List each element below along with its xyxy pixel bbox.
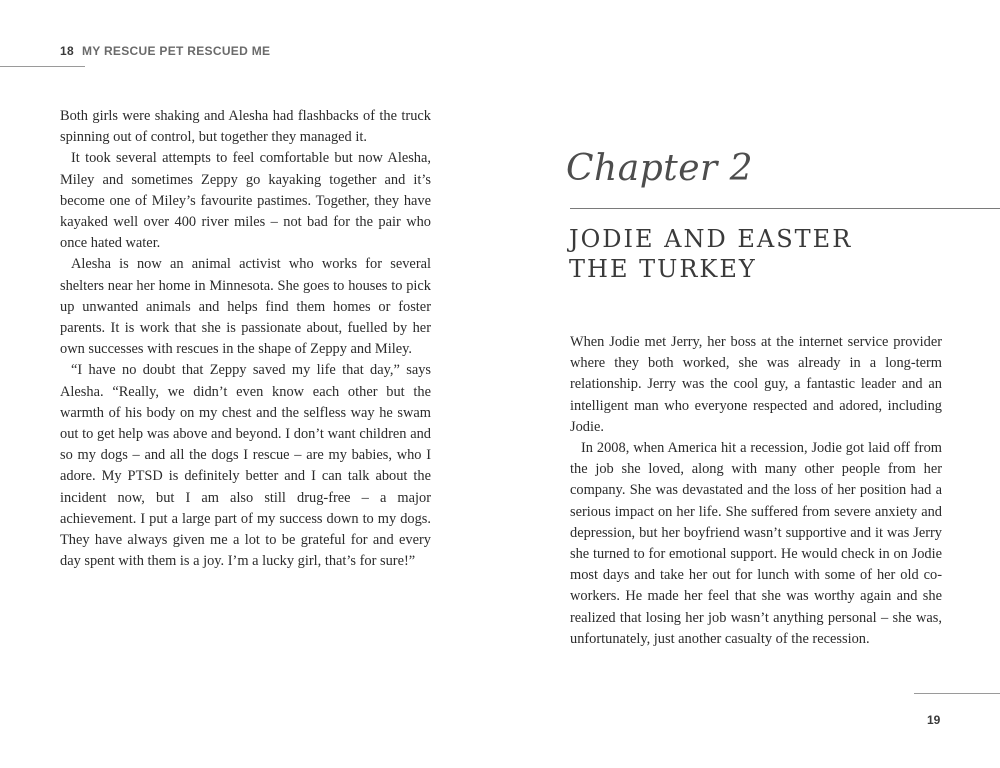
left-page-body — [60, 106, 431, 572]
right-page-body — [570, 332, 942, 650]
chapter-label: Chapter 2 — [566, 148, 754, 189]
paragraph: Both girls were shaking and Alesha had flashbacks of the truck spinning out of control, but together they managed it. — [60, 108, 431, 146]
paragraph: In 2008, when America hit a recession, Jodie got laid off from the job she loved, along with many other people from her company. She was devastated and the loss of her position had a serious impact on her life. She suffered from severe anxiety and depression, but her boyfriend wasn’t supportive and it was Jerry she turned to for emotional support. He would check in on Jodie most days and take her out for lunch with some of her old co-workers. He made her feel that she was worthy again and she realized that losing her job wasn’t anything personal – she was, unfortunately, just another casualty of the recession. — [570, 440, 942, 647]
footer-rule — [914, 693, 1000, 694]
paragraph: When Jodie met Jerry, her boss at the internet service provider where they both worked, she was already in a long-term relationship. Jerry was the cool guy, a fantastic leader and an intelligent man who everyone respected and adored, including Jodie. — [570, 334, 942, 435]
chapter-title: JODIE AND EASTER THE TURKEY — [569, 225, 853, 283]
paragraph: It took several attempts to feel comfortable but now Alesha, Miley and sometimes Zeppy go kayaking together and it’s become one of Miley’s favourite pastimes. Together, they have kayaked well over 400 river miles – not bad for the pair who once hated water. — [60, 150, 431, 252]
left-page-number: 18 — [60, 44, 74, 58]
running-header — [60, 44, 270, 58]
paragraph: Alesha is now an animal activist who works for several shelters near her home in Minnesota. She goes to houses to pick up unwanted animals and helps find them homes or foster parents. It is work that she is passionate about, fuelled by her own successes with rescues in the shape of Zeppy and Miley. — [60, 256, 431, 358]
chapter-rule — [570, 208, 1000, 209]
running-head-title: MY RESCUE PET RESCUED ME — [81, 44, 271, 58]
paragraph: “I have no doubt that Zeppy saved my life that day,” says Alesha. “Really, we didn’t even know each other but the warmth of his body on my chest and the selfless way he swam out to get help was above and beyond. I don’t want children and so my dogs – and all the dogs I rescue – are my babies, who I adore. My PTSD is definitely better and I can talk about the incident now, but I am also still drug-free – a major achievement. I put a large part of my success down to my dogs. They have always given me a lot to be grateful for and every day spent with them is a joy. I’m a lucky girl, that’s for sure!” — [60, 362, 431, 570]
right-page-number: 19 — [927, 713, 941, 727]
header-rule — [0, 66, 85, 67]
